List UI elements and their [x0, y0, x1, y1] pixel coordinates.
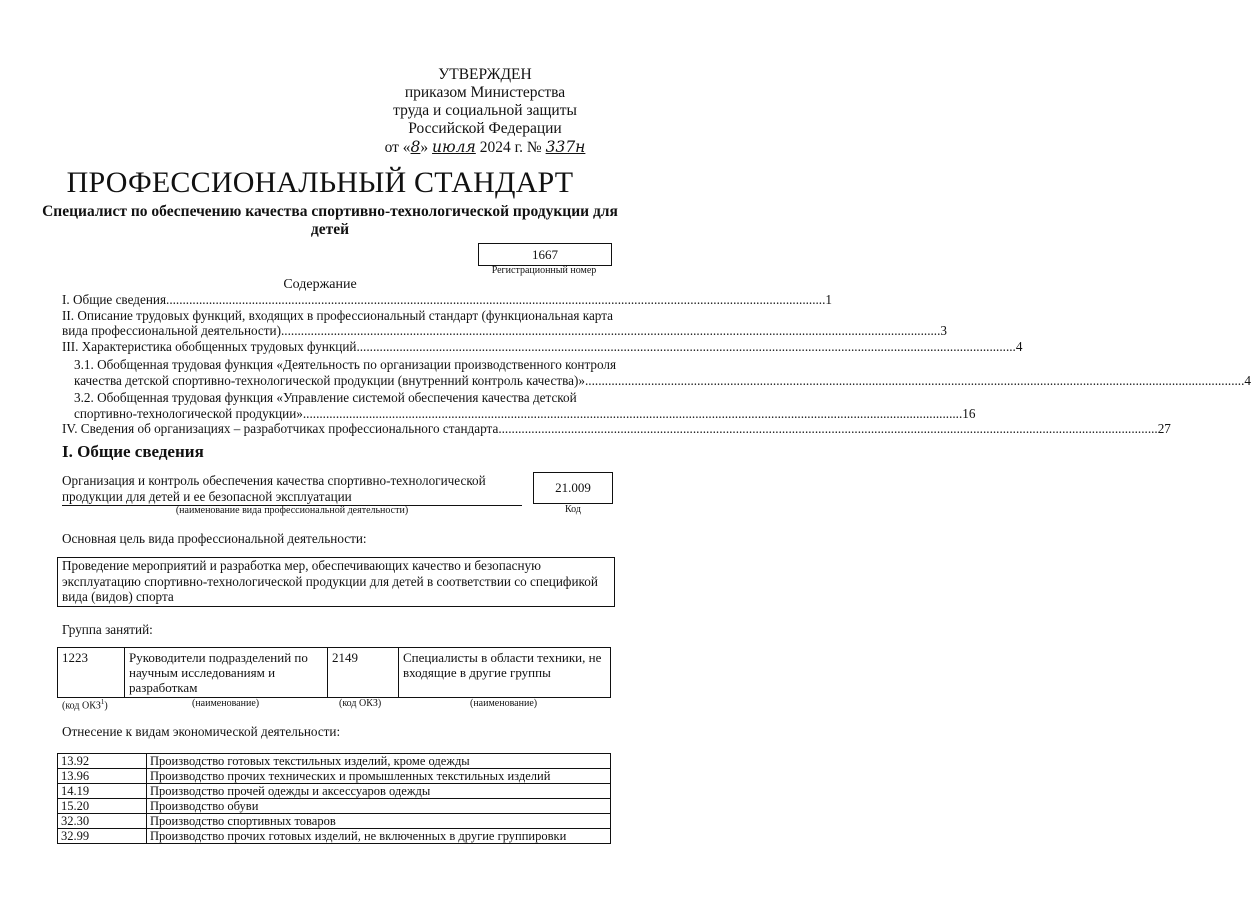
occupations-label: Группа занятий:: [62, 622, 153, 637]
table-of-contents: [62, 292, 1251, 437]
occupations-table: [57, 647, 611, 698]
handwritten-order-number: 337н: [545, 138, 586, 156]
table-row: 13.92 Производство готовых текстильных изделий, кроме одежды: [58, 754, 611, 769]
okz-code-cell: 2149: [328, 648, 399, 698]
table-row: 14.19 Производство прочей одежды и аксессуаров одежды: [58, 784, 611, 799]
toc-heading: Содержание: [283, 277, 357, 292]
okz-name-cell: Руководители подразделений по научным исследованиям и разработкам: [125, 648, 328, 698]
goal-label: Основная цель вида профессиональной деятельности:: [62, 531, 367, 546]
approval-ministry-line: труда и социальной защиты: [393, 102, 577, 119]
handwritten-day: 8: [410, 138, 421, 156]
okz-name-caption: (наименование): [192, 698, 260, 709]
page-title: ПРОФЕССИОНАЛЬНЫЙ СТАНДАРТ: [66, 166, 574, 199]
approval-order-line: приказом Министерства: [404, 84, 566, 101]
registration-number-label: Регистрационный номер: [491, 265, 597, 276]
toc-item[interactable]: 3.2. Обобщенная трудовая функция «Управление системой обеспечения качества детской спортивно-технологической продукции» ........................................................................................................................................................................................................ 16: [74, 390, 976, 421]
approval-block: [370, 66, 600, 157]
registration-number-box: 1667: [478, 243, 612, 266]
okz-name-caption: (наименование): [470, 698, 538, 709]
table-row: [58, 648, 611, 698]
okz-code-caption: (код ОКЗ): [339, 698, 382, 709]
toc-item[interactable]: II. Описание трудовых функций, входящих в профессиональный стандарт (функциональная карта вида профессиональной деятельности) ........................................................................................................................................................................................................ 3: [62, 307, 947, 338]
table-row: 32.30 Производство спортивных товаров: [58, 814, 611, 829]
toc-item[interactable]: IV. Сведения об организациях – разработчиках профессионального стандарта ........................................................................................................................................................................................................ 27: [62, 421, 1171, 436]
toc-item[interactable]: 3.1. Обобщенная трудовая функция «Деятельность по организации производственного контроля качества детской спортивно-технологической продукции (внутренний контроль качества)» ........................................................................................................................................................................................................ 4: [74, 357, 1251, 388]
table-row: 13.96 Производство прочих технических и промышленных текстильных изделий: [58, 769, 611, 784]
activity-name: Организация и контроль обеспечения качества спортивно-технологической продукции для детей и ее безопасной эксплуатации: [62, 473, 522, 506]
approval-date-line: от «8» июля 2024 г. № 337н: [384, 138, 586, 156]
section-heading: I. Общие сведения: [62, 442, 204, 461]
table-row: 32.99 Производство прочих готовых изделий, не включенных в другие группировки: [58, 829, 611, 844]
activity-name-caption: (наименование вида профессиональной деятельности): [175, 505, 409, 516]
toc-item[interactable]: III. Характеристика обобщенных трудовых функций ........................................................................................................................................................................................................ 4: [62, 338, 1023, 354]
goal-box: Проведение мероприятий и разработка мер, обеспечивающих качество и безопасную эксплуатацию спортивно-технологической продукции для детей в соответствии со спецификой вида (видов) спорта: [57, 557, 615, 607]
okz-code-caption: (код ОКЗ$^1$): [62, 698, 108, 712]
activity-code-box: 21.009: [533, 472, 613, 504]
table-row: 15.20 Производство обуви: [58, 799, 611, 814]
approval-title: УТВЕРЖДЕН: [438, 66, 532, 83]
okz-code-cell: 1223: [58, 648, 125, 698]
okz-name-cell: Специалисты в области техники, не входящие в другие группы: [399, 648, 611, 698]
okved-table: [57, 753, 611, 844]
okved-label: Отнесение к видам экономической деятельности:: [62, 724, 341, 739]
page-subtitle: Специалист по обеспечению качества спортивно-технологической продукции для детей: [42, 203, 618, 238]
handwritten-month: июля: [432, 138, 476, 156]
approval-country-line: Российской Федерации: [408, 120, 562, 137]
toc-item[interactable]: I. Общие сведения ........................................................................................................................................................................................................ 1: [62, 292, 832, 307]
activity-code-caption: Код: [565, 504, 581, 515]
